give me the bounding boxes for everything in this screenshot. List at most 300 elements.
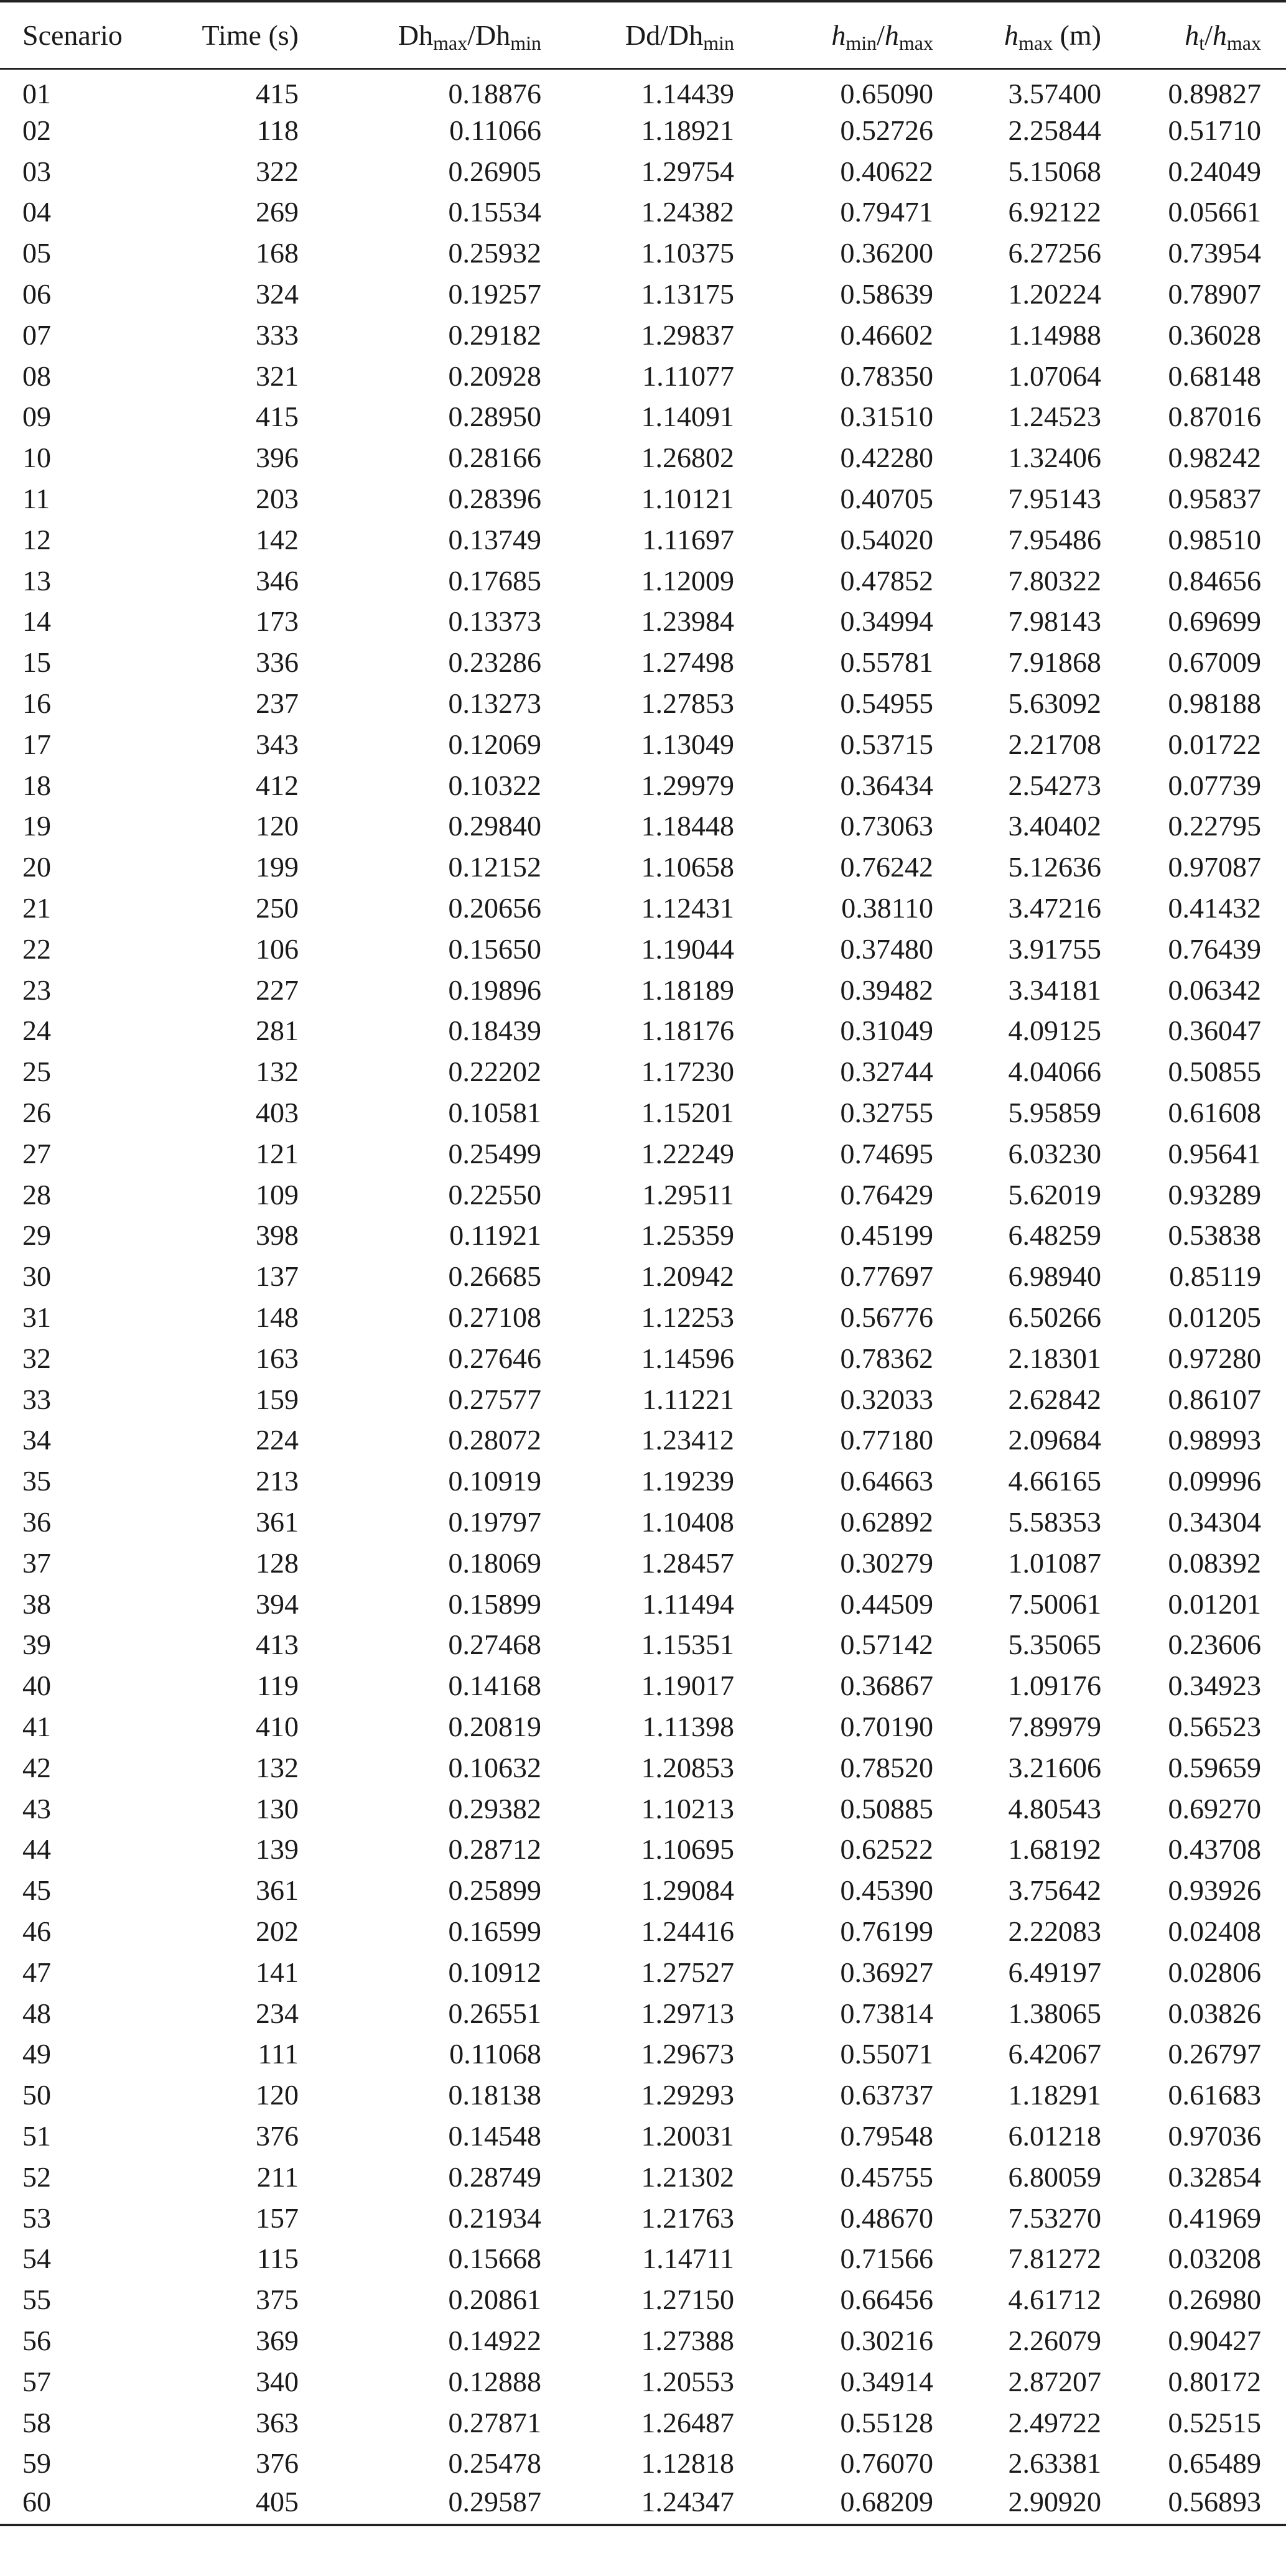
cell-hmax: 3.47216 bbox=[1008, 892, 1101, 924]
cell-dh-ratio: 0.28712 bbox=[448, 1833, 541, 1866]
cell-time: 405 bbox=[162, 2484, 324, 2525]
cell-dh-ratio: 0.28396 bbox=[448, 483, 541, 515]
cell-dd-ratio: 1.11697 bbox=[642, 523, 734, 556]
cell-dd-ratio: 1.19017 bbox=[641, 1670, 734, 1702]
cell-hmax: 3.34181 bbox=[1008, 974, 1101, 1006]
cell-hmax: 4.04066 bbox=[1008, 1056, 1101, 1088]
cell-dh-ratio: 0.14548 bbox=[448, 2119, 541, 2152]
cell-ht-ratio: 0.59659 bbox=[1168, 1751, 1261, 1783]
cell-dd-ratio: 1.15201 bbox=[641, 1097, 734, 1129]
table-row bbox=[0, 1951, 1286, 1992]
table-row bbox=[0, 519, 1286, 560]
cell-hmax: 6.80059 bbox=[1008, 2160, 1101, 2193]
table-row bbox=[0, 1297, 1286, 1338]
cell-time: 398 bbox=[256, 1219, 299, 1252]
cell-hmin-ratio: 0.36927 bbox=[840, 1956, 933, 1988]
cell-hmax: 4.66165 bbox=[1008, 1465, 1101, 1497]
cell-dh-ratio: 0.27468 bbox=[448, 1629, 541, 1661]
cell-scenario: 60 bbox=[0, 2484, 162, 2525]
table-row bbox=[0, 1174, 1286, 1215]
cell-dd-ratio: 1.29837 bbox=[641, 319, 734, 351]
cell-ht-ratio: 0.56893 bbox=[1126, 2484, 1286, 2525]
table-row bbox=[0, 1911, 1286, 1952]
cell-hmin-ratio: 0.73814 bbox=[840, 1997, 933, 2029]
cell-hmax: 2.49722 bbox=[1008, 2406, 1101, 2439]
cell-dh-ratio: 0.10632 bbox=[448, 1751, 541, 1783]
cell-dd-ratio: 1.21302 bbox=[641, 2160, 734, 2193]
cell-hmin-ratio: 0.66456 bbox=[840, 2284, 933, 2316]
cell-time: 234 bbox=[256, 1997, 299, 2029]
cell-hmin-ratio: 0.32755 bbox=[840, 1097, 933, 1129]
cell-dh-ratio: 0.18876 bbox=[448, 77, 541, 109]
cell-scenario: 23 bbox=[22, 974, 51, 1006]
cell-dh-ratio: 0.10581 bbox=[448, 1097, 541, 1129]
cell-dd-ratio: 1.24382 bbox=[641, 196, 734, 228]
cell-scenario: 25 bbox=[22, 1056, 51, 1088]
cell-hmax: 1.07064 bbox=[1008, 360, 1101, 392]
cell-hmin-ratio: 0.55071 bbox=[840, 2038, 933, 2070]
cell-dh-ratio: 0.20928 bbox=[448, 360, 541, 392]
cell-ht-ratio: 0.03826 bbox=[1168, 1997, 1261, 2029]
cell-time: 141 bbox=[256, 1956, 299, 1988]
cell-ht-ratio: 0.52515 bbox=[1168, 2406, 1261, 2439]
cell-scenario: 39 bbox=[22, 1629, 51, 1661]
cell-hmin-ratio: 0.55128 bbox=[840, 2406, 933, 2439]
cell-dd-ratio: 1.10121 bbox=[641, 483, 734, 515]
cell-ht-ratio: 0.87016 bbox=[1168, 401, 1261, 433]
cell-dh-ratio: 0.19797 bbox=[448, 1505, 541, 1538]
table-row bbox=[0, 396, 1286, 437]
cell-time: 132 bbox=[256, 1056, 299, 1088]
cell-scenario: 30 bbox=[22, 1260, 51, 1293]
cell-time: 281 bbox=[256, 1015, 299, 1047]
table-row bbox=[0, 1133, 1286, 1174]
cell-ht-ratio: 0.51710 bbox=[1168, 114, 1261, 146]
cell-dd-ratio: 1.18189 bbox=[641, 974, 734, 1006]
table-row bbox=[0, 233, 1286, 274]
cell-time: 376 bbox=[256, 2447, 299, 2480]
cell-ht-ratio: 0.93289 bbox=[1168, 1178, 1261, 1211]
cell-hmin-ratio: 0.76242 bbox=[840, 851, 933, 883]
cell-hmin-ratio: 0.44509 bbox=[840, 1588, 933, 1620]
cell-dd-ratio: 1.12253 bbox=[641, 1301, 734, 1333]
cell-ht-ratio: 0.76439 bbox=[1168, 932, 1261, 965]
cell-hmax: 1.09176 bbox=[1008, 1670, 1101, 1702]
cell-hmax: 1.24523 bbox=[1008, 401, 1101, 433]
cell-dh-ratio: 0.19257 bbox=[448, 278, 541, 310]
cell-dh-ratio: 0.23286 bbox=[448, 646, 541, 679]
header-dd-ratio: $Dd/Dh_{min}$ bbox=[566, 1, 759, 68]
cell-scenario: 59 bbox=[22, 2447, 51, 2480]
cell-scenario: 17 bbox=[22, 728, 51, 760]
table-row bbox=[0, 847, 1286, 888]
cell-ht-ratio: 0.34923 bbox=[1168, 1670, 1261, 1702]
cell-scenario: 02 bbox=[22, 114, 51, 146]
cell-ht-ratio: 0.73954 bbox=[1168, 237, 1261, 269]
cell-time: 148 bbox=[256, 1301, 299, 1333]
table-row bbox=[0, 888, 1286, 929]
cell-hmin-ratio: 0.76429 bbox=[840, 1178, 933, 1211]
cell-dd-ratio: 1.20031 bbox=[641, 2119, 734, 2152]
cell-dd-ratio: 1.18448 bbox=[641, 810, 734, 842]
cell-hmax: 2.21708 bbox=[1008, 728, 1101, 760]
cell-dh-ratio: 0.10912 bbox=[448, 1956, 541, 1988]
table-row bbox=[0, 2156, 1286, 2197]
cell-time: 119 bbox=[256, 1670, 299, 1702]
cell-time: 106 bbox=[256, 932, 299, 965]
cell-time: 199 bbox=[256, 851, 299, 883]
cell-time: 346 bbox=[256, 564, 299, 597]
cell-ht-ratio: 0.06342 bbox=[1168, 974, 1261, 1006]
cell-dd-ratio: 1.15351 bbox=[641, 1629, 734, 1661]
cell-dh-ratio: 0.16599 bbox=[448, 1915, 541, 1947]
cell-ht-ratio: 0.95837 bbox=[1168, 483, 1261, 515]
cell-dh-ratio: 0.21934 bbox=[448, 2202, 541, 2234]
cell-ht-ratio: 0.80172 bbox=[1168, 2365, 1261, 2397]
cell-scenario: 28 bbox=[22, 1178, 51, 1211]
cell-scenario: 34 bbox=[22, 1424, 51, 1456]
cell-dd-ratio: 1.24416 bbox=[641, 1915, 734, 1947]
cell-hmax: 6.49197 bbox=[1008, 1956, 1101, 1988]
cell-scenario: 03 bbox=[22, 155, 51, 187]
cell-hmax: 4.61712 bbox=[1008, 2284, 1101, 2316]
cell-dd-ratio: 1.27853 bbox=[641, 687, 734, 720]
table-row bbox=[0, 2238, 1286, 2279]
cell-time: 375 bbox=[256, 2284, 299, 2316]
cell-hmin-ratio: 0.79471 bbox=[840, 196, 933, 228]
cell-scenario: 10 bbox=[22, 442, 51, 474]
cell-hmin-ratio: 0.68209 bbox=[759, 2484, 958, 2525]
cell-hmin-ratio: 0.73063 bbox=[840, 810, 933, 842]
table-row bbox=[0, 1337, 1286, 1379]
cell-dh-ratio: 0.12069 bbox=[448, 728, 541, 760]
cell-dd-ratio: 1.28457 bbox=[641, 1546, 734, 1579]
cell-hmin-ratio: 0.46602 bbox=[840, 319, 933, 351]
cell-scenario: 20 bbox=[22, 851, 51, 883]
cell-hmin-ratio: 0.78520 bbox=[840, 1751, 933, 1783]
cell-ht-ratio: 0.90427 bbox=[1168, 2324, 1261, 2356]
header-hmax: $h_{max}$ (m) bbox=[958, 1, 1126, 68]
cell-dh-ratio: 0.12152 bbox=[448, 851, 541, 883]
cell-ht-ratio: 0.23606 bbox=[1168, 1629, 1261, 1661]
cell-dd-ratio: 1.20553 bbox=[641, 2365, 734, 2397]
cell-dd-ratio: 1.18921 bbox=[641, 114, 734, 146]
cell-dd-ratio: 1.19239 bbox=[641, 1465, 734, 1497]
cell-ht-ratio: 0.97036 bbox=[1168, 2119, 1261, 2152]
cell-ht-ratio: 0.32854 bbox=[1168, 2160, 1261, 2193]
cell-ht-ratio: 0.69270 bbox=[1168, 1792, 1261, 1825]
cell-dd-ratio: 1.26487 bbox=[641, 2406, 734, 2439]
cell-scenario: 43 bbox=[22, 1792, 51, 1825]
cell-dh-ratio: 0.29382 bbox=[448, 1792, 541, 1825]
cell-hmin-ratio: 0.62892 bbox=[840, 1505, 933, 1538]
cell-ht-ratio: 0.01205 bbox=[1168, 1301, 1261, 1333]
cell-hmax: 2.54273 bbox=[1008, 769, 1101, 801]
cell-hmax: 7.98143 bbox=[1008, 605, 1101, 638]
cell-time: 376 bbox=[256, 2119, 299, 2152]
cell-hmax: 1.38065 bbox=[1008, 1997, 1101, 2029]
cell-hmax: 5.63092 bbox=[1008, 687, 1101, 720]
table-row bbox=[0, 928, 1286, 969]
cell-dh-ratio: 0.25932 bbox=[448, 237, 541, 269]
header-scenario: Scenario bbox=[0, 1, 162, 68]
cell-time: 269 bbox=[256, 196, 299, 228]
cell-dd-ratio: 1.20942 bbox=[641, 1260, 734, 1293]
cell-hmax: 2.87207 bbox=[1008, 2365, 1101, 2397]
cell-hmax: 1.20224 bbox=[1008, 278, 1101, 310]
cell-time: 203 bbox=[256, 483, 299, 515]
cell-dd-ratio: 1.20853 bbox=[641, 1751, 734, 1783]
cell-scenario: 05 bbox=[22, 237, 51, 269]
table-row bbox=[0, 1502, 1286, 1543]
table-body bbox=[0, 68, 1286, 2525]
table-row bbox=[0, 151, 1286, 192]
table-row bbox=[0, 2443, 1286, 2484]
cell-dd-ratio: 1.13175 bbox=[641, 278, 734, 310]
cell-time: 120 bbox=[256, 810, 299, 842]
table-row bbox=[0, 2116, 1286, 2157]
cell-time: 333 bbox=[256, 319, 299, 351]
cell-scenario: 48 bbox=[22, 1997, 51, 2029]
cell-scenario: 41 bbox=[22, 1710, 51, 1742]
table-row bbox=[0, 2320, 1286, 2361]
cell-dh-ratio: 0.22550 bbox=[448, 1178, 541, 1211]
table-row bbox=[0, 560, 1286, 601]
cell-hmin-ratio: 0.74695 bbox=[840, 1137, 933, 1169]
cell-dh-ratio: 0.13273 bbox=[448, 687, 541, 720]
cell-hmin-ratio: 0.34914 bbox=[840, 2365, 933, 2397]
cell-time: 343 bbox=[256, 728, 299, 760]
cell-ht-ratio: 0.84656 bbox=[1168, 564, 1261, 597]
cell-ht-ratio: 0.85119 bbox=[1169, 1260, 1261, 1293]
cell-dd-ratio: 1.23984 bbox=[641, 605, 734, 638]
cell-scenario: 36 bbox=[22, 1505, 51, 1538]
cell-time: 202 bbox=[256, 1915, 299, 1947]
cell-scenario: 44 bbox=[22, 1833, 51, 1866]
cell-time: 213 bbox=[256, 1465, 299, 1497]
cell-dh-ratio: 0.18439 bbox=[448, 1015, 541, 1047]
cell-time: 128 bbox=[256, 1546, 299, 1579]
cell-hmin-ratio: 0.36200 bbox=[840, 237, 933, 269]
cell-hmax: 7.89979 bbox=[1008, 1710, 1101, 1742]
cell-hmax: 6.50266 bbox=[1008, 1301, 1101, 1333]
cell-ht-ratio: 0.26797 bbox=[1168, 2038, 1261, 2070]
cell-time: 410 bbox=[256, 1710, 299, 1742]
cell-time: 340 bbox=[256, 2365, 299, 2397]
cell-hmax: 2.09684 bbox=[1008, 1424, 1101, 1456]
cell-dd-ratio: 1.19044 bbox=[641, 932, 734, 965]
cell-time: 120 bbox=[256, 2079, 299, 2111]
cell-hmax: 5.35065 bbox=[1008, 1629, 1101, 1661]
cell-hmin-ratio: 0.76070 bbox=[840, 2447, 933, 2480]
cell-hmin-ratio: 0.31510 bbox=[840, 401, 933, 433]
cell-time: 168 bbox=[256, 237, 299, 269]
cell-time: 137 bbox=[256, 1260, 299, 1293]
cell-ht-ratio: 0.02806 bbox=[1168, 1956, 1261, 1988]
table-row bbox=[0, 683, 1286, 724]
cell-dh-ratio: 0.10919 bbox=[448, 1465, 541, 1497]
cell-time: 415 bbox=[256, 77, 299, 109]
table-row bbox=[0, 2279, 1286, 2320]
cell-scenario: 07 bbox=[22, 319, 51, 351]
cell-time: 111 bbox=[258, 2038, 299, 2070]
cell-scenario: 54 bbox=[22, 2243, 51, 2275]
cell-scenario: 53 bbox=[22, 2202, 51, 2234]
table-row bbox=[0, 1624, 1286, 1665]
cell-hmin-ratio: 0.30216 bbox=[840, 2324, 933, 2356]
table-row bbox=[0, 68, 1286, 110]
table-row bbox=[0, 1379, 1286, 1420]
cell-dh-ratio: 0.29587 bbox=[324, 2484, 566, 2525]
cell-ht-ratio: 0.22795 bbox=[1168, 810, 1261, 842]
cell-dh-ratio: 0.20861 bbox=[448, 2284, 541, 2316]
cell-time: 132 bbox=[256, 1751, 299, 1783]
cell-dh-ratio: 0.27108 bbox=[448, 1301, 541, 1333]
cell-scenario: 37 bbox=[22, 1546, 51, 1579]
cell-dh-ratio: 0.26685 bbox=[448, 1260, 541, 1293]
cell-time: 130 bbox=[256, 1792, 299, 1825]
cell-hmin-ratio: 0.38110 bbox=[841, 892, 933, 924]
cell-scenario: 18 bbox=[22, 769, 51, 801]
cell-hmin-ratio: 0.64663 bbox=[840, 1465, 933, 1497]
cell-scenario: 13 bbox=[22, 564, 51, 597]
cell-dh-ratio: 0.28950 bbox=[448, 401, 541, 433]
cell-time: 115 bbox=[256, 2243, 299, 2275]
cell-hmax: 5.15068 bbox=[1008, 155, 1101, 187]
cell-ht-ratio: 0.53838 bbox=[1168, 1219, 1261, 1252]
cell-dd-ratio: 1.12009 bbox=[641, 564, 734, 597]
cell-hmin-ratio: 0.70190 bbox=[840, 1710, 933, 1742]
cell-scenario: 58 bbox=[22, 2406, 51, 2439]
cell-ht-ratio: 0.98993 bbox=[1168, 1424, 1261, 1456]
cell-ht-ratio: 0.89827 bbox=[1168, 77, 1261, 109]
cell-hmax: 6.92122 bbox=[1008, 196, 1101, 228]
cell-hmax: 2.63381 bbox=[1008, 2447, 1101, 2480]
cell-dd-ratio: 1.14711 bbox=[642, 2243, 734, 2275]
cell-hmin-ratio: 0.50885 bbox=[840, 1792, 933, 1825]
cell-scenario: 46 bbox=[22, 1915, 51, 1947]
table-row bbox=[0, 192, 1286, 233]
cell-hmin-ratio: 0.32033 bbox=[840, 1383, 933, 1415]
cell-dd-ratio: 1.10658 bbox=[641, 851, 734, 883]
cell-hmax: 2.26079 bbox=[1008, 2324, 1101, 2356]
cell-scenario: 57 bbox=[22, 2365, 51, 2397]
cell-dh-ratio: 0.11921 bbox=[449, 1219, 541, 1252]
cell-dh-ratio: 0.20819 bbox=[448, 1710, 541, 1742]
cell-time: 173 bbox=[256, 605, 299, 638]
cell-time: 413 bbox=[256, 1629, 299, 1661]
cell-ht-ratio: 0.98510 bbox=[1168, 523, 1261, 556]
cell-hmax: 7.50061 bbox=[1008, 1588, 1101, 1620]
cell-time: 321 bbox=[256, 360, 299, 392]
cell-ht-ratio: 0.65489 bbox=[1168, 2447, 1261, 2480]
table-row bbox=[0, 478, 1286, 519]
cell-time: 361 bbox=[256, 1505, 299, 1538]
cell-dh-ratio: 0.13373 bbox=[448, 605, 541, 638]
table-row bbox=[0, 2484, 1286, 2525]
cell-ht-ratio: 0.01201 bbox=[1168, 1588, 1261, 1620]
table-row bbox=[0, 969, 1286, 1010]
cell-hmax: 6.98940 bbox=[1008, 1260, 1101, 1293]
cell-scenario: 56 bbox=[22, 2324, 51, 2356]
cell-hmax: 3.21606 bbox=[1008, 1751, 1101, 1783]
cell-ht-ratio: 0.98188 bbox=[1168, 687, 1261, 720]
cell-dh-ratio: 0.28749 bbox=[448, 2160, 541, 2193]
cell-hmax: 1.32406 bbox=[1008, 442, 1101, 474]
cell-scenario: 47 bbox=[22, 1956, 51, 1988]
cell-hmin-ratio: 0.34994 bbox=[840, 605, 933, 638]
cell-scenario: 15 bbox=[22, 646, 51, 679]
cell-ht-ratio: 0.05661 bbox=[1168, 196, 1261, 228]
cell-time: 322 bbox=[256, 155, 299, 187]
table-row bbox=[0, 110, 1286, 151]
cell-dd-ratio: 1.12431 bbox=[641, 892, 734, 924]
cell-dd-ratio: 1.10375 bbox=[641, 237, 734, 269]
header-hmin-ratio: $h_{min}/h_{max}$ bbox=[759, 1, 958, 68]
table-row bbox=[0, 1788, 1286, 1829]
cell-hmax: 3.57400 bbox=[1008, 77, 1101, 109]
cell-hmax: 5.62019 bbox=[1008, 1178, 1101, 1211]
cell-ht-ratio: 0.86107 bbox=[1168, 1383, 1261, 1415]
cell-dd-ratio: 1.11494 bbox=[642, 1588, 734, 1620]
table-header bbox=[0, 1, 1286, 68]
table-row bbox=[0, 723, 1286, 765]
cell-ht-ratio: 0.97087 bbox=[1168, 851, 1261, 883]
cell-hmin-ratio: 0.57142 bbox=[840, 1629, 933, 1661]
cell-ht-ratio: 0.07739 bbox=[1168, 769, 1261, 801]
cell-ht-ratio: 0.68148 bbox=[1168, 360, 1261, 392]
cell-ht-ratio: 0.24049 bbox=[1168, 155, 1261, 187]
cell-ht-ratio: 0.69699 bbox=[1168, 605, 1261, 638]
cell-dh-ratio: 0.25899 bbox=[448, 1874, 541, 1907]
cell-time: 403 bbox=[256, 1097, 299, 1129]
table-row bbox=[0, 642, 1286, 683]
cell-ht-ratio: 0.93926 bbox=[1168, 1874, 1261, 1907]
cell-hmin-ratio: 0.54955 bbox=[840, 687, 933, 720]
cell-ht-ratio: 0.36028 bbox=[1168, 319, 1261, 351]
table-row bbox=[0, 1461, 1286, 1502]
cell-hmin-ratio: 0.77180 bbox=[840, 1424, 933, 1456]
cell-hmin-ratio: 0.45755 bbox=[840, 2160, 933, 2193]
cell-hmax: 7.80322 bbox=[1008, 564, 1101, 597]
cell-time: 324 bbox=[256, 278, 299, 310]
cell-dd-ratio: 1.27388 bbox=[641, 2324, 734, 2356]
cell-hmin-ratio: 0.45199 bbox=[840, 1219, 933, 1252]
cell-scenario: 21 bbox=[22, 892, 51, 924]
table-row bbox=[0, 2361, 1286, 2402]
cell-scenario: 50 bbox=[22, 2079, 51, 2111]
cell-time: 415 bbox=[256, 401, 299, 433]
cell-hmin-ratio: 0.47852 bbox=[840, 564, 933, 597]
cell-ht-ratio: 0.56523 bbox=[1168, 1710, 1261, 1742]
cell-ht-ratio: 0.36047 bbox=[1168, 1015, 1261, 1047]
cell-dd-ratio: 1.11077 bbox=[642, 360, 734, 392]
cell-time: 118 bbox=[256, 114, 299, 146]
cell-time: 159 bbox=[256, 1383, 299, 1415]
cell-hmin-ratio: 0.62522 bbox=[840, 1833, 933, 1866]
cell-dh-ratio: 0.17685 bbox=[448, 564, 541, 597]
cell-dh-ratio: 0.11066 bbox=[449, 114, 541, 146]
cell-hmin-ratio: 0.65090 bbox=[840, 77, 933, 109]
cell-dh-ratio: 0.26551 bbox=[448, 1997, 541, 2029]
cell-hmin-ratio: 0.36434 bbox=[840, 769, 933, 801]
cell-hmin-ratio: 0.31049 bbox=[840, 1015, 933, 1047]
cell-hmin-ratio: 0.63737 bbox=[840, 2079, 933, 2111]
table-row bbox=[0, 1870, 1286, 1911]
cell-dh-ratio: 0.28072 bbox=[448, 1424, 541, 1456]
cell-hmin-ratio: 0.32744 bbox=[840, 1056, 933, 1088]
cell-dd-ratio: 1.10695 bbox=[641, 1833, 734, 1866]
